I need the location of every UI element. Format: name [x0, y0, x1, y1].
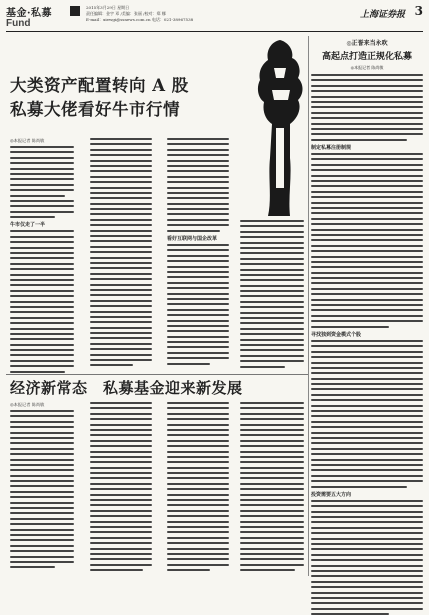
right-article-byline: ◎本报记者 陈尚敏 — [350, 65, 384, 70]
body-text — [311, 153, 423, 328]
body-text — [10, 146, 74, 218]
second-article-col-3 — [167, 402, 229, 575]
editor-line: 责任编辑：金宇 邓 /美编：张丽 /校对：郑 娜 — [86, 11, 166, 16]
body-text — [240, 220, 304, 368]
main-headline-line1: 大类资产配置转向 A 股 — [10, 76, 189, 95]
paper-name: 上海证券报 — [359, 10, 405, 20]
subhead: 看好互联网与国企改革 — [167, 236, 218, 243]
article-divider — [6, 374, 308, 375]
subhead: 寻找独到资金模式个股 — [311, 331, 362, 338]
second-article-col-1 — [10, 402, 74, 572]
second-article-col-2 — [90, 402, 152, 575]
subhead: 牛市仅走了一半 — [10, 222, 46, 229]
second-article-col-4 — [240, 402, 304, 575]
main-headline — [10, 74, 260, 122]
bull-illustration — [250, 38, 310, 218]
right-article-kicker: ◎正誉来当永吹 — [346, 40, 388, 47]
body-text — [167, 402, 229, 571]
contact-line: E-mail：xiewgi@ssnews.com.cn 电话：021-38967538 — [86, 17, 194, 22]
body-text — [311, 74, 423, 141]
main-headline-line2: 私募大佬看好牛市行情 — [10, 100, 180, 119]
body-text — [240, 402, 304, 571]
subhead: 投资需要五大方向 — [311, 491, 352, 498]
second-headline: 经济新常态 私募基金迎来新发展 — [10, 379, 243, 397]
right-article-headline: 高起点打造正规化私募 — [321, 52, 412, 62]
main-article-col-4 — [240, 220, 304, 371]
date-line: 2015年3月29日 星期日 — [86, 5, 130, 10]
main-article-col-2 — [90, 138, 152, 370]
body-text — [167, 244, 229, 365]
main-article-col-3 — [167, 138, 229, 368]
body-text — [311, 500, 423, 615]
main-article-col-1 — [10, 138, 74, 376]
right-article — [311, 36, 423, 576]
body-text — [10, 230, 74, 372]
body-text — [10, 410, 74, 568]
section-title: 基金·私募 — [6, 8, 52, 19]
section-marker — [70, 6, 80, 16]
page-meta — [86, 5, 193, 23]
header-rule — [6, 31, 423, 32]
page-header — [6, 4, 423, 32]
second-byline: ◎本报记者 陈尚敏 — [10, 402, 45, 407]
main-byline: ◎本报记者 陈尚敏 — [10, 138, 45, 143]
body-text — [167, 138, 229, 232]
subhead: 制定私募注册制规 — [311, 145, 352, 152]
section-title-en: Fund — [6, 18, 31, 29]
body-text — [311, 340, 423, 488]
column-divider — [308, 36, 309, 576]
body-text — [90, 138, 152, 366]
page-number: 3 — [414, 4, 423, 18]
body-text — [90, 402, 152, 571]
